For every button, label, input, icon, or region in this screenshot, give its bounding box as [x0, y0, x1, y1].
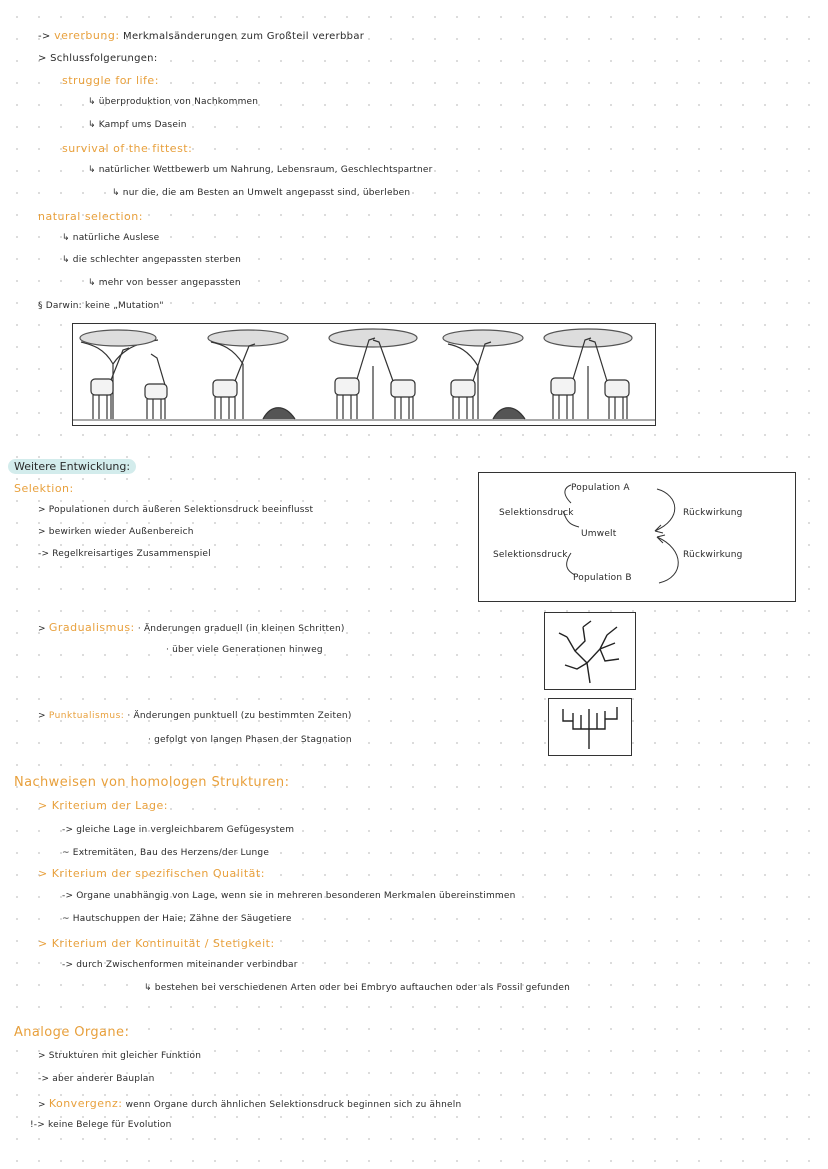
population-a: Population A: [571, 483, 630, 493]
sterben: ↳ die schlechter angepassten sterben: [62, 255, 241, 265]
natural-selection-heading: natural selection:: [38, 210, 143, 223]
keine-belege: !-> keine Belege für Evolution: [30, 1120, 172, 1130]
selektionsdruck-2: Selektionsdruck: [493, 550, 568, 560]
punctualism-branch-drawing: [549, 699, 631, 755]
konvergenz-line: > Konvergenz: wenn Organe durch ähnlichen Selektionsdruck beginnen sich zu ähneln: [38, 1097, 462, 1110]
population-b: Population B: [573, 573, 632, 583]
punktualismus-label: Punktualismus:: [48, 711, 125, 721]
konvergenz-label: Konvergenz:: [48, 1097, 123, 1110]
selektion-heading: Selektion:: [14, 482, 74, 495]
kriterium-lage: > Kriterium der Lage:: [38, 799, 168, 812]
selektionsdruck-1: Selektionsdruck: [499, 508, 574, 518]
analoge-line-2: -> aber anderer Bauplan: [38, 1074, 155, 1084]
ueberproduktion: ↳ überproduktion von Nachkommen: [88, 97, 259, 107]
punktualismus-line-1: > Punktualismus: · Änderungen punktuell (zu bestimmten Zeiten): [38, 711, 352, 721]
gradualismus-line-2: · über viele Generationen hinweg: [166, 645, 323, 655]
gradualism-tree: [544, 612, 636, 690]
auslese: ↳ natürliche Auslese: [62, 233, 160, 243]
umwelt: Umwelt: [581, 529, 617, 539]
kampf: ↳ Kampf ums Dasein: [88, 120, 187, 130]
kriterium-kontinuitaet-a: -> durch Zwischenformen miteinander verbindbar: [62, 960, 298, 970]
gradualism-branch-drawing: [545, 613, 635, 689]
survival-heading: survival of the fittest:: [62, 142, 193, 155]
kriterium-lage-b: ~ Extremitäten, Bau des Herzens/der Lunge: [62, 848, 270, 858]
homologe-strukturen-heading: Nachweisen von homologen Strukturen:: [14, 775, 290, 790]
analoge-line-1: > Strukturen mit gleicher Funktion: [38, 1051, 202, 1061]
wettbewerb: ↳ natürlicher Wettbewerb um Nahrung, Lebensraum, Geschlechtspartner: [88, 165, 433, 175]
darwin-note: § Darwin: keine „Mutation": [38, 301, 164, 311]
vererbung-label: vererbung:: [54, 29, 120, 42]
besser-angepasst: ↳ mehr von besser angepassten: [88, 278, 241, 288]
kriterium-kontinuitaet-b: ↳ bestehen bei verschiedenen Arten oder bei Embryo auftauchen oder als Fossil gefunden: [144, 983, 570, 993]
selektion-line-2: > bewirken wieder Außenbereich: [38, 527, 194, 537]
feedback-arrows: [479, 473, 795, 601]
punctualism-tree: [548, 698, 632, 756]
selektion-line-3: -> Regelkreisartiges Zusammenspiel: [38, 549, 211, 559]
kriterium-kontinuitaet: > Kriterium der Kontinuität / Stetigkeit:: [38, 937, 275, 950]
punktualismus-line-2: · gefolgt von langen Phasen der Stagnation: [148, 735, 352, 745]
giraffe-illustration: [72, 323, 656, 426]
rueckwirkung-2: Rückwirkung: [683, 550, 743, 560]
gradualismus-label: Gradualismus:: [48, 621, 135, 634]
kriterium-lage-a: -> gleiche Lage in vergleichbarem Gefügesystem: [62, 825, 295, 835]
gradualismus-line-1: > Gradualismus: · Änderungen graduell (in kleinen Schritten): [38, 621, 345, 634]
weitere-entwicklung-heading: Weitere Entwicklung:: [8, 459, 136, 474]
rueckwirkung-1: Rückwirkung: [683, 508, 743, 518]
struggle-heading: struggle for life:: [62, 74, 159, 87]
feedback-diagram: [478, 472, 796, 602]
kriterium-qualitaet-b: ~ Hautschuppen der Haie; Zähne der Säugetiere: [62, 914, 292, 924]
giraffe-drawing: [73, 324, 655, 425]
kriterium-qualitaet: > Kriterium der spezifischen Qualität:: [38, 867, 265, 880]
selektion-line-1: > Populationen durch äußeren Selektionsdruck beeinflusst: [38, 505, 314, 515]
analoge-organe-heading: Analoge Organe:: [14, 1025, 130, 1040]
schlussfolgerungen: > Schlussfolgerungen:: [38, 53, 158, 64]
angepasst: ↳ nur die, die am Besten an Umwelt angepasst sind, überleben: [112, 188, 411, 198]
kriterium-qualitaet-a: -> Organe unabhängig von Lage, wenn sie in mehreren besonderen Merkmalen übereinstimmen: [62, 891, 516, 901]
line-vererbung: -> vererbung: Merkmalsänderungen zum Großteil vererbbar: [38, 29, 365, 42]
